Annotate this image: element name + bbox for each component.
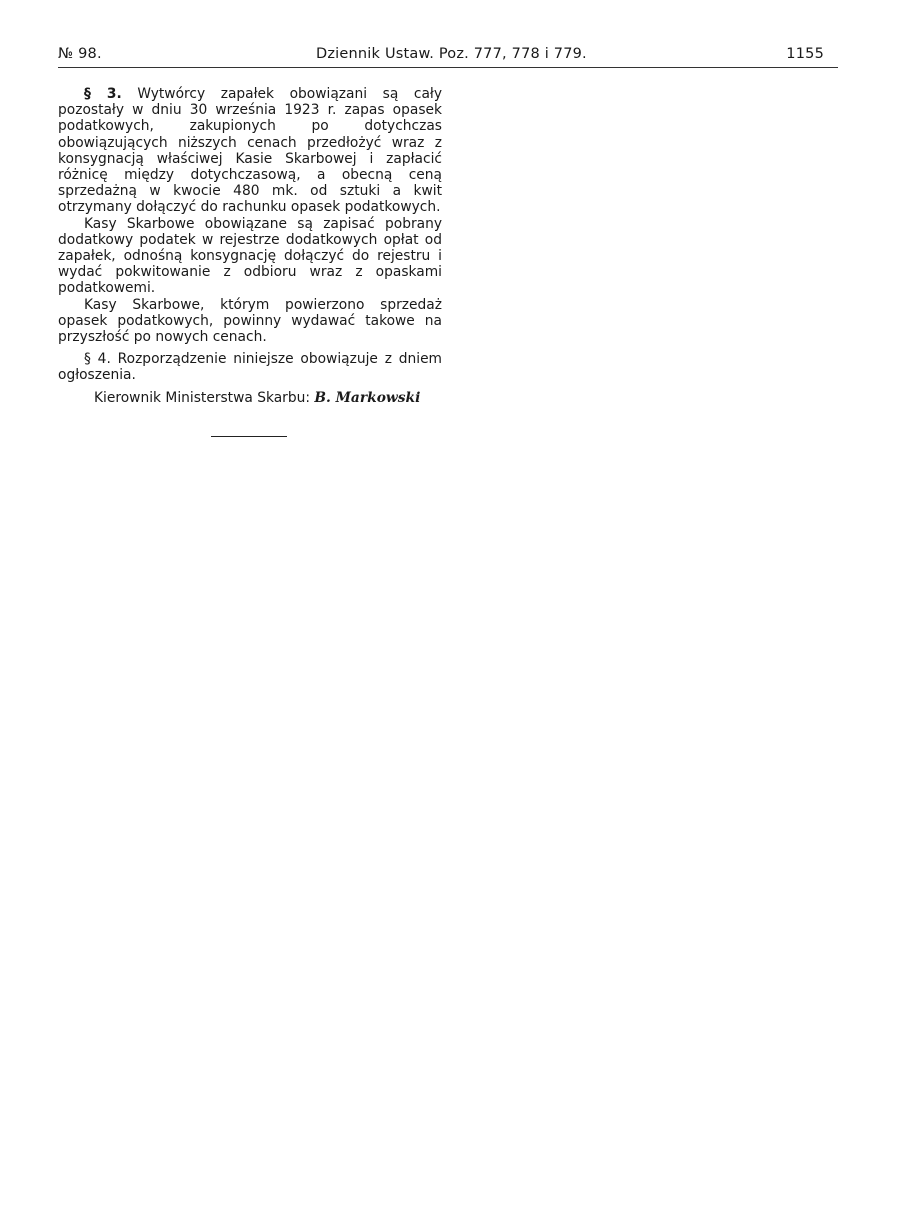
section-3-mark: § 3. [84,86,122,102]
section-4-text: Rozporządzenie niniejsze obowiązuje z dniem ogłoszenia. [58,351,442,384]
end-rule [211,436,287,437]
signature-name: B. Markowski [314,389,421,406]
signature-line [58,390,442,406]
section-3-paragraph [58,86,442,216]
paragraph-kasy-obowiazane: Kasy Skarbowe obowiązane są zapisać pobrany dodatkowy podatek w rejestrze dodatkowych opłat od zapałek, odnośną konsygnację dołączyć do rejestru i wydać pokwitowanie z odbioru wraz z opaskami podatkowemi. [58,215,442,297]
page-number: 1155 [786,46,824,62]
section-4-paragraph [58,351,442,383]
text-column [58,86,442,406]
header-rule [58,67,838,68]
paragraph-kasy-sprzedaz: Kasy Skarbowe, którym powierzono sprzedaż opasek podatkowych, powinny wydawać takowe na przyszłość po nowych cenach. [58,296,442,346]
section-3-text: Wytwórcy zapałek obowiązani są cały pozostały w dniu 30 września 1923 r. zapas opasek podatkowych, zakupionych po dotychczas obowiązujących niższych cenach przedłożyć wraz z konsygnacją właściwej Kasie Skarbowej i zapłacić różnicę między dotychczasową, a obecną ceną sprzedażną w kwocie 480 mk. od sztuki a kwit otrzymany dołączyć do rachunku opasek podatkowych. [58,86,442,216]
journal-title: Dziennik Ustaw. Poz. 777, 778 i 779. [316,46,587,62]
section-4-mark: § 4. [84,351,111,368]
issue-number: № 98. [58,46,102,62]
signature-label: Kierownik Ministerstwa Skarbu: [94,389,310,406]
